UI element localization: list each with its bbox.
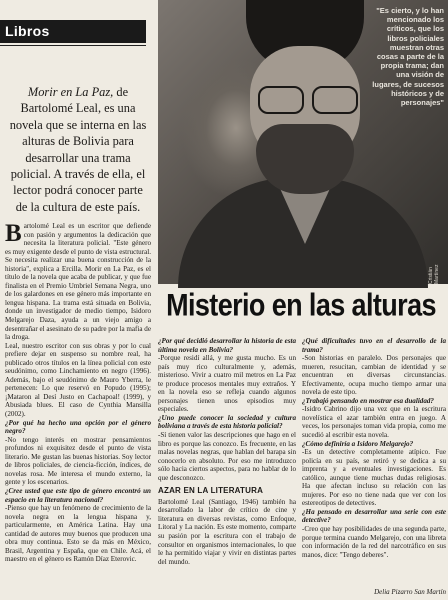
interview-question: ¿Por qué decidió desarrollar la historia de esta última novela en Bolivia? [158, 337, 296, 354]
lead-paragraph [8, 84, 148, 215]
body-paragraph: Leal, nuestro escritor con sus obras y por lo cual prefiere dejar en suspenso su nombre real, ha publicado otros títulos en la línea policial con este seudónimo, como Linchamiento en negro (1996). Además, bajo el seudónimo de Mauro Yberra, le pertenecen: Lo que reservó en Popudo (1995); ¡Mataron al Desí Justo en Cachapoal! (1999), y Abusiada blues. El caso de Cynthia Mansilla (2002). [5, 341, 151, 419]
interview-question: ¿Uno puede conocer la sociedad y cultura boliviana a través de esta historia policial? [158, 413, 296, 431]
lead-text: de Bartolomé Leal, es una novela que se interna en las alturas de Bolivia para desarrollar una trama policial. A través de ella, el lector podrá conocer parte de la cultura de este país. [9, 85, 147, 214]
glasses-icon [254, 86, 358, 112]
pull-quote: "Es cierto, y lo han mencionado los críticos, que los libros policiales muestran otras cosas a parte de la propia trama; dan una visión de lugares, de sucesos históricos y de personajes" [372, 6, 444, 108]
subheading: AZAR EN LA LITERATURA [158, 486, 264, 496]
body-paragraph: -Es un detective completamente atípico. Fue policía en su país, se retiró y se dedica a su imprenta y a eventuales investigaciones. Es católico, aunque tiene muchas dudas religiosas. Ha que afectan incluso su relación con las mujeres. Por eso no tiene nada que ver con los estereotipos de detectives. [302, 448, 446, 508]
body-column-1 [5, 222, 151, 564]
interview-question: ¿Trabajó pensando en mostrar esa dualidad? [302, 396, 434, 405]
body-paragraph: -Isidro Cabrino dijo una vez que en la escritura novelística el azar también entra en juego. A veces, los personajes toman vida propia, como me sucedió al escribir esta novela. [302, 405, 446, 440]
drop-cap: B [5, 220, 22, 247]
author-signature: Delia Pizarro San Martín [374, 588, 446, 596]
body-paragraph: Bartolomé Leal (Santiago, 1946) también ha desarrollado la labor de crítico de cine y literatura en diversas revistas, como Enfoque, Litoral y La nación. Es este momento, comparte su pasión por la escritura con el trabajo de consultor en organismos internacionales, lo que le ha permitido viajar y vivir en distintas partes del mundo. [158, 497, 296, 566]
body-paragraph: -Sí tienen valor las descripciones que hago en el libro es porque las conozco. Es frecuente, en las malas novelas negras, que hablan del barapa sin conocerlo en absoluto. Por eso me introduzco sólo hacia ciertos aspectos, para no hablar de lo que desconozco. [158, 431, 296, 482]
author-photo [158, 0, 448, 284]
interview-question: ¿Por qué ha hecho una opción por el género negro? [5, 418, 151, 436]
body-paragraph: -Pienso que hay un fenómeno de crecimiento de la novela negra en la lengua hispana y, particularmente, en América Latina. Hay una cantidad de autores muy buenos que producen una obra muy continua. Esto se da más en México, Brasil, Argentina y España, que en Chile. Acá, el maestro en el género es Ramón Díaz Eterovic. [5, 504, 151, 564]
interview-question: ¿Ha pensado en desarrollar una serie con este detective? [302, 507, 446, 525]
photo-credit: Cristián Martínez [428, 264, 440, 284]
body-column-3 [302, 337, 446, 559]
body-paragraph: -Son historias en paralelo. Dos personajes que mueren, resucitan, cambian de identidad y se encuentran en diversas circunstancias. Efectivamente, ocupa mucho tiempo armar una novela de este tipo. [302, 354, 446, 397]
body-text: artolomé Leal es un escritor que defiende con pasión y argumentos la dedicación que necesita la literatura policial. "Este género es muy exigente desde el punto de vista estructural. Se necesita realizar una buena construcción de la historia", explica a Ercilla. Morir en La Paz, es el título de la novela que acaba de publicar, y que fue finalista en el Premio Umbriel Semana Negra, uno de los galardones en ese género más importante en lengua hispana. La trama está situada en Bolivia, donde un investigador de medio tiempo, Isidoro Melgarejo Daza, ayuda a un viejo amigo a desentrañar el asesinato de su padre por la mafia de la droga. [5, 222, 151, 342]
body-column-2 [158, 337, 296, 566]
body-paragraph: -Porque residí allá, y me gusta mucho. Es un país muy rico culturalmente y, además, misterioso. Vivir a cuatro mil metros en La Paz te produce procesos mentales muy extraños. Y en la novela eso se refleja cuando algunos personajes tienen unos episodios muy especiales. [158, 354, 296, 414]
section-header [0, 20, 146, 43]
interview-question: ¿Cree usted que este tipo de género encontró un espacio en la literatura nacional? [5, 486, 151, 504]
lead-book-title: Morir en La Paz, [27, 85, 114, 99]
interview-question: ¿Qué dificultades tuvo en el desarrollo de la trama? [302, 337, 446, 354]
body-paragraph [5, 222, 151, 342]
interview-question: ¿Cómo definiría a Isidoro Melgarejo? [302, 439, 414, 448]
section-label: Libros [5, 23, 50, 39]
body-paragraph: -No tengo interés en mostrar pensamientos profundos ni exquisitez desde el punto de vista literario. Me gustan las buenas historias. Soy lector de libros policiales, de ciencia-ficción, índices, de novelas rosa. Me interesa el mundo externo, la gente y los escenarios. [5, 435, 151, 487]
body-paragraph: -Creo que hay posibilidades de una segunda parte, porque termina cuando Melgarejo, con una libreta con información de la red del narcotráfico en sus manos, dice: "Tengo deberes". [302, 525, 446, 559]
section-rule [0, 45, 146, 46]
article-headline: Misterio en las alturas [166, 287, 436, 323]
